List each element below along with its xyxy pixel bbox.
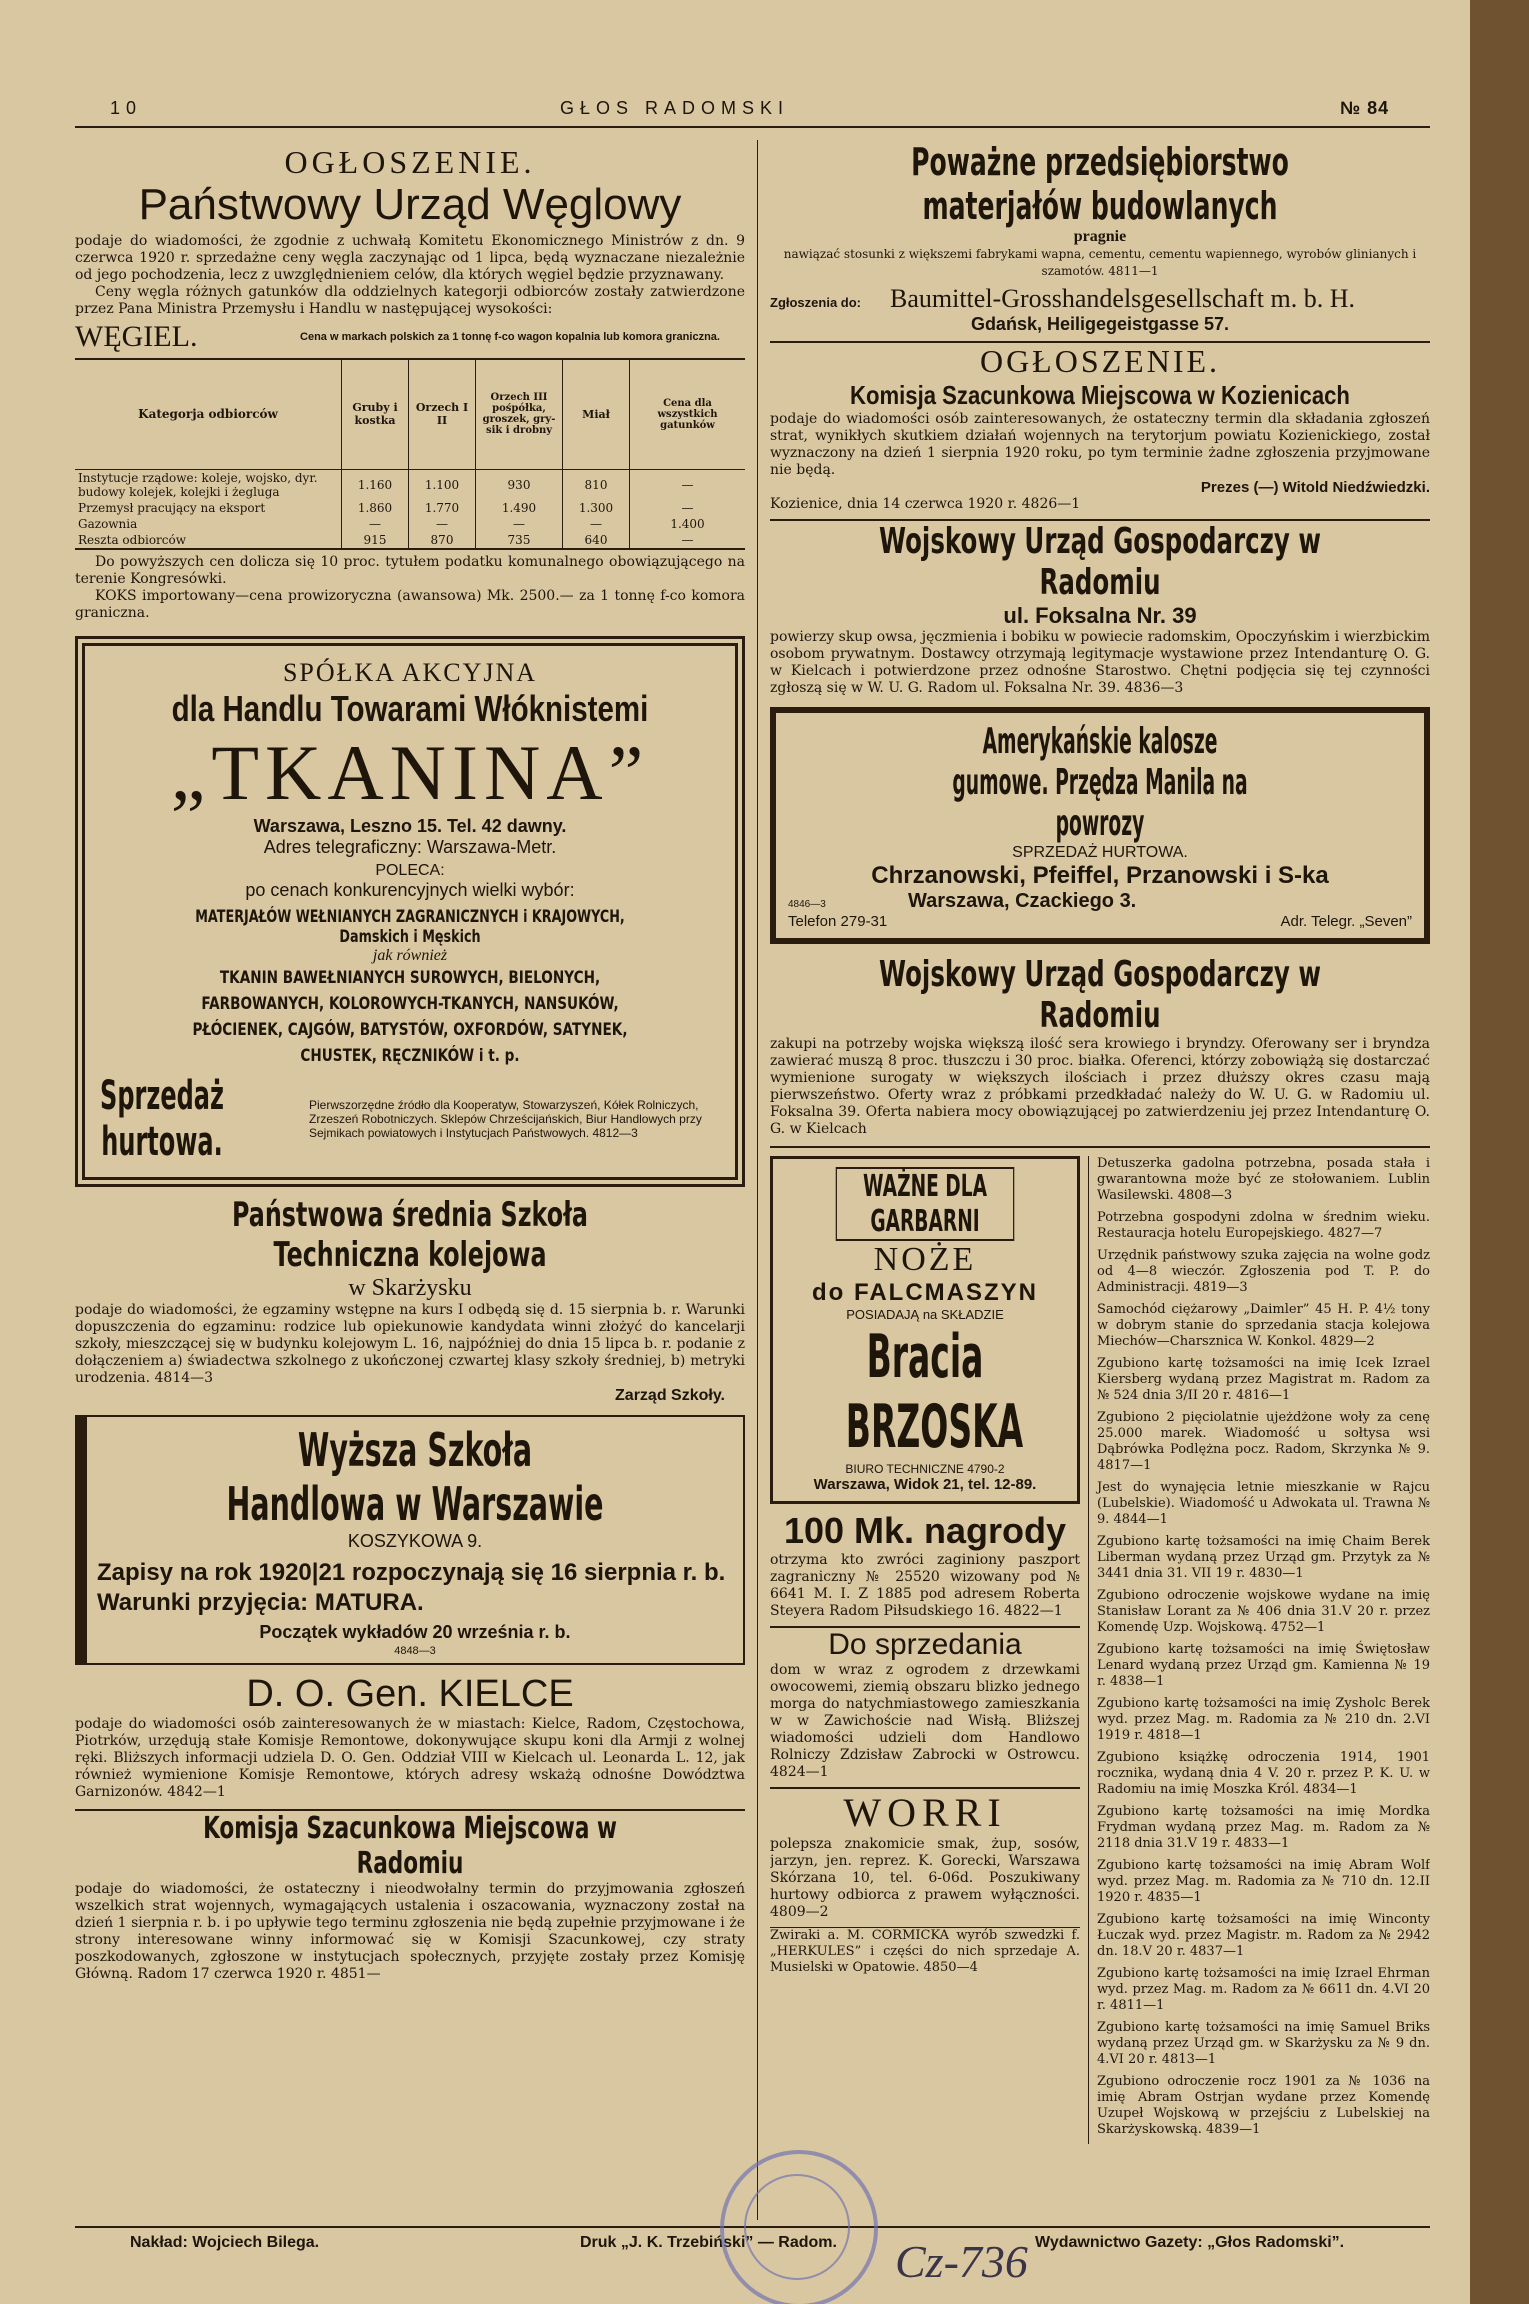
dogen-title: D. O. Gen. KIELCE bbox=[246, 1672, 574, 1715]
table-cell: Gazownia bbox=[75, 516, 342, 532]
tkanina-line-3: po cenach konkurencyjnych wielki wybór: bbox=[245, 879, 575, 900]
table-cell: 1.400 bbox=[670, 516, 705, 531]
kozienice-date: Kozienice, dnia 14 czerwca 1920 r. 4826—1 bbox=[770, 496, 1081, 512]
office-name: Państwowy Urząd Węglowy bbox=[138, 180, 682, 229]
table-cell: 1.770 bbox=[409, 500, 476, 516]
header-rule bbox=[75, 126, 1430, 128]
small-ad: Zgubiono kartę tożsamości na imię Izrael Ehrman wyd. przez Mag. m. Radom za № 6611 dn. 4.VI 20 r. 4811—1 bbox=[1097, 1966, 1430, 2013]
col-header: Orzech III pośpółka, groszek, gry- sik i drobny bbox=[476, 359, 563, 469]
galoshes-phone: Telefon 279-31 bbox=[788, 913, 888, 930]
technical-school-text: podaje do wiadomości, że egzaminy wstępne na kurs I odbędą się d. 15 sierpnia b. r. Warunki dopuszczenia do egzaminu: rodzice lub opiekunowie kandydata winni złożyć do kancelarji szkoły, mieszczącej się w budynku kolejowym L. 16, najpóźniej do dnia 15 lipca b. r. podanie z dołączeniem a) świadectwa szkolnego z ukończonej czwartej klasy szkoły średniej, b) metryki urodzenia. 4814—3 bbox=[75, 1301, 745, 1386]
table-cell: Instytucje rządowe: koleje, wojsko, dyr. budowy kolejek, kolejki i żegluga bbox=[75, 469, 342, 500]
col-header: Cena dla wszystkich gatunków bbox=[657, 397, 718, 431]
building-materials-ad bbox=[770, 140, 1430, 335]
small-ad: Detuszerka gadolna potrzebna, posada stała i gwarantowna może być ze stołowaniem. Lublin Wasilewski. 4808—3 bbox=[1097, 1156, 1430, 1203]
for-sale-title: Do sprzedania bbox=[828, 1628, 1022, 1661]
small-ad: Zgubiono kartę tożsamości na imię Samuel Briks wydaną przez Urząd gm. w Skarżysku za № 9 dn. 4.VI 20 r. 4813—1 bbox=[1097, 2020, 1430, 2067]
small-ad: Zgubiono kartę tożsamości na imię Winconty Łuczak wyd. przez Magistr. m. Radom za № 2942 dn. 18.V 20 r. 4837—1 bbox=[1097, 1912, 1430, 1959]
footer-printer: Druk „J. K. Trzebiński” — Radom. bbox=[580, 2234, 837, 2251]
tkanina-wholesale: Sprzedaż hurtowa. bbox=[100, 1072, 224, 1165]
building-materials-zgl: Zgłoszenia do: bbox=[770, 295, 861, 310]
reward-text: otrzyma kto zwróci zaginiony paszport zagraniczny № 25520 wizowany pod № 6641 M. I. Z 1885 pod adresem Roberta Steyera Radom Piłsudskiego 16. 4822—1 bbox=[770, 1552, 1080, 1619]
tkanina-bottom bbox=[99, 1073, 721, 1165]
right-column bbox=[770, 140, 1430, 2244]
commercial-school-ad bbox=[75, 1415, 745, 1665]
tkanina-line-4: MATERJAŁÓW WEŁNIANYCH ZAGRANICZNYCH i KRAJOWYCH, Damskich i Męskich bbox=[195, 906, 625, 947]
handwritten-signature-mark: Cz-736 bbox=[895, 2236, 1028, 2287]
small-ad: Zgubiono kartę tożsamości na imię Icek Izrael Kiersberg wydaną przez Magistrat m. Radom za № 524 dnia 3/II 20 r. 4816—1 bbox=[1097, 1356, 1430, 1403]
tannery-line-3: do FALCMASZYN bbox=[812, 1279, 1038, 1306]
right-lower-section bbox=[770, 1146, 1430, 2144]
commercial-school-number: 4848—3 bbox=[394, 1644, 436, 1657]
small-ad: Zgubiono kartę tożsamości na imię Mordka Frydman wydaną przez Mag. m. Radom za № 2118 dnia 31.V 19 r. 4833—1 bbox=[1097, 1804, 1430, 1851]
commercial-school-title: Wyższa Szkoła Handlowa w Warszawie bbox=[226, 1422, 604, 1531]
page-edge bbox=[1470, 0, 1529, 2304]
col-header: Kategorja odbiorców bbox=[75, 359, 342, 469]
commercial-school-enrolment: Zapisy na rok 1920|21 rozpoczynają się 16 sierpnia r. b. Warunki przyjęcia: MATURA. bbox=[97, 1558, 726, 1616]
galoshes-title: Amerykańskie kalosze gumowe. Przędza Manila na powrozy bbox=[952, 721, 1248, 844]
notice-title: OGŁOSZENIE. bbox=[284, 144, 536, 180]
building-materials-firm: Baumittel-Grosshandelsgesellschaft m. b. H. bbox=[890, 284, 1356, 313]
table-cell: 1.160 bbox=[342, 469, 409, 500]
small-ad: Zgubiono kartę tożsamości na imię Chaim Berek Liberman wydaną przez Urząd gm. Przytyk za № 3441 dnia 31. VII 19 r. 4830—1 bbox=[1097, 1534, 1430, 1581]
coal-paragraph-2: Ceny węgla różnych gatunków dla oddzielnych kategorji odbiorców zostały zatwierdzone przez Pana Ministra Przemysłu i Handlu w następującej wysokości: bbox=[75, 284, 745, 317]
right-lower-left bbox=[770, 1156, 1088, 2144]
table-cell: — bbox=[681, 500, 694, 515]
building-materials-address: Gdańsk, Heiligegeistgasse 57. bbox=[970, 314, 1230, 334]
table-header-row bbox=[75, 359, 745, 469]
table-cell: 735 bbox=[476, 532, 563, 549]
military-office-ad-2 bbox=[770, 954, 1430, 1138]
small-ad: Potrzebna gospodyni zdolna w średnim wieku. Restauracja hotelu Europejskiego. 4827—7 bbox=[1097, 1210, 1430, 1241]
coal-heading-row bbox=[75, 320, 745, 354]
military-office-title: Wojskowy Urząd Gospodarczy w Radomiu bbox=[878, 521, 1321, 603]
table-cell: 640 bbox=[563, 532, 630, 549]
military-office-text: powierzy skup owsa, jęczmienia i bobiku w powiecie radomskim, Opoczyńskim i wierzbickim osobom prywatnym. Dostawcy otrzymają legitymacje wystawione przez Intendanturę O. G. w Kielcach i potwierdzone przez odnośne Starostwo. Chętni podjęcia się tej czynności zgłoszą się w W. U. G. Radom ul. Foksalna Nr. 39. 4836—3 bbox=[770, 629, 1430, 696]
military-office-ad-1 bbox=[770, 519, 1430, 697]
tannery-line-4: POSIADAJĄ na SKŁADZIE bbox=[846, 1307, 1004, 1322]
tkanina-poleca: POLECA: bbox=[375, 861, 445, 879]
table-row bbox=[75, 500, 745, 516]
table-cell: 1.490 bbox=[476, 500, 563, 516]
small-ad: Samochód ciężarowy „Daimler” 45 H. P. 4½ tony w dobrym stanie do sprzedania stacja kolejowa Miechów—Charsznica W. Konkol. 4829—2 bbox=[1097, 1302, 1430, 1349]
tkanina-line-5: jak również bbox=[372, 946, 448, 964]
table-cell: — bbox=[476, 516, 563, 532]
table-cell: 870 bbox=[409, 532, 476, 549]
footer-publisher: Nakład: Wojciech Bilega. bbox=[130, 2234, 320, 2251]
table-cell: 1.300 bbox=[563, 500, 630, 516]
small-ad: Jest do wynajęcia letnie mieszkanie w Rajcu (Lubelskie). Wiadomość u Adwokata ul. Trawna № 9. 4844—1 bbox=[1097, 1480, 1430, 1527]
tannery-line-1: WAŻNE DLA GARBARNI bbox=[836, 1167, 1015, 1241]
zwiraki-ad bbox=[770, 1927, 1080, 1976]
small-ad: Urzędnik państwowy szuka zajęcia na wolne godz od 4—8 wieczór. Zgłoszenia pod T. P. do Administracji. 4819—3 bbox=[1097, 1248, 1430, 1295]
for-sale-ad bbox=[770, 1626, 1080, 1781]
worri-ad bbox=[770, 1787, 1080, 1921]
tkanina-line-6: TKANIN BAWEŁNIANYCH SUROWYCH, BIELONYCH, FARBOWANYCH, KOLOROWYCH-TKANYCH, NANSUKÓW, PŁÓCIENEK, CAJGÓW, BATYSTÓW, OXFORDÓW, SATYNEK, CHUSTEK, RĘCZNIKÓW i t. p. bbox=[192, 967, 628, 1066]
table-cell: 1.100 bbox=[409, 469, 476, 500]
footer-imprint: Wydawnictwo Gazety: „Głos Radomski”. bbox=[1035, 2234, 1345, 2251]
table-cell: 810 bbox=[563, 469, 630, 500]
tkanina-line-1: SPÓŁKA AKCYJNA bbox=[282, 657, 538, 687]
tkanina-side-text: Pierwszorzędne źródło dla Kooperatyw, Stowarzyszeń, Kółek Rolniczych, Zrzeszeń Robotniczych. Sklepów Chrześcijańskich, Biur Handlowych przy Sejmikach powiatowych i Instytucjach Państwowych. 4812—3 bbox=[309, 1097, 702, 1140]
tannery-line-2: NOŻE bbox=[873, 1241, 977, 1278]
coal-heading: WĘGIEL. bbox=[75, 320, 198, 353]
table-row bbox=[75, 532, 745, 549]
table-cell: — bbox=[563, 516, 630, 532]
col-header: Miał bbox=[563, 359, 630, 469]
reward-ad bbox=[770, 1510, 1080, 1620]
tkanina-address: Warszawa, Leszno 15. Tel. 42 dawny. bbox=[253, 815, 567, 836]
table-cell: — bbox=[342, 516, 409, 532]
military-office-text: zakupi na potrzeby wojska większą ilość sera krowiego i bryndzy. Oferowany ser i bryndza zawierać muszą 8 proc. tłuszczu i 30 proc. białka. Oferenci, którzy zobowiążą się dostarczać wymienione surogaty w większych ilościach i przez dłuższy okres czasu mają pierwszeństwo. Oferty wraz z próbkami przedkładać należy do W. U. G. w Radomiu ul. Foksalna 39. Oferta nabiera mocy obowiązującej po zatwierdzeniu jej przez Intendanturę O. G. w Kielcach bbox=[770, 1036, 1430, 1137]
table-row bbox=[75, 469, 745, 500]
library-stamp-inner-ring bbox=[744, 2174, 850, 2280]
small-ad: Zgubiono 2 pięciolatnie ujeżdżone woły za cenę 25.000 marek. Wiadomość u sołtysa wsi Dąbrówka Podlężna pocz. Radom, Skrzynka № 9. 4817—1 bbox=[1097, 1410, 1430, 1473]
small-ad: Zgubiono odroczenie rocz 1901 za № 1036 na imię Abram Ostrjan wydane przez Komendę Uzupeł Wojskową w przejściu z Lubelskiej na Skarżyskowską. 4839—1 bbox=[1097, 2074, 1430, 2137]
galoshes-number: 4846—3 bbox=[788, 899, 826, 910]
small-ad: Zgubiono książkę odroczenia 1914, 1901 rocznika, wydaną dnia 4 V. 20 r. przez P. K. U. w Radomiu na imię Moszka Król. 4834—1 bbox=[1097, 1750, 1430, 1797]
table-cell: Przemysł pracujący na eksport bbox=[75, 500, 342, 516]
for-sale-text: dom w wraz z ogrodem z drzewkami owocowemi, ziemią obszaru blizko jednego morga do natychmiastowego zamieszkania w w Zawichoście nad Wisłą. Bliższej wiadomości udzieli dom Handlowo Rolniczy Zdzisław Zabrocki w Ostrowcu. 4824—1 bbox=[770, 1662, 1080, 1780]
radom-commission-title: Komisja Szacunkowa Miejscowa w Radomiu bbox=[203, 1810, 617, 1881]
galoshes-address-row bbox=[788, 890, 1412, 913]
coal-paragraph-1: podaje do wiadomości, że zgodnie z uchwałą Komitetu Ekonomicznego Ministrów z dn. 9 czerwca 1920 r. sprzedażne ceny węgla zaczynając od 1 lipca, będą wyznaczane niezależnie od jego pochodzenia, lecz z uwzględnieniem celów, dla których węgiel będzie przyznawany. bbox=[75, 233, 745, 283]
newspaper-title: GŁOS RADOMSKI bbox=[560, 98, 790, 118]
small-ads-column bbox=[1088, 1156, 1430, 2144]
left-column bbox=[75, 140, 745, 2244]
commercial-school-start: Początek wykładów 20 września r. b. bbox=[259, 1621, 571, 1642]
small-ad: Zgubiono odroczenie wojskowe wydane na imię Stanisław Lorant za № 406 dnia 31.V 20 r. przez Komendę Uzp. Wojskową. 4752—1 bbox=[1097, 1588, 1430, 1635]
issue-number: № 84 bbox=[1340, 98, 1390, 118]
tannery-ad bbox=[770, 1156, 1080, 1504]
coal-paragraph-3: Do powyższych cen dolicza się 10 proc. tytułem podatku komunalnego obowiązującego na terenie Kongresówki. bbox=[75, 553, 745, 587]
building-materials-pragnie: pragnie bbox=[1073, 228, 1127, 245]
dogen-text: podaje do wiadomości osób zainteresowanych że w miastach: Kielce, Radom, Częstochowa, Piotrków, urzędują stałe Komisje Remontowe, dokonywujące skupu koni dla Armji z wolnej ręki. Bliższych informacji udziela D. O. Gen. Oddział VIII w Kielcach ul. Leonarda L. 12, jak również wymienione Komisje Remontowe, których adresy wskażą odnośne Dowództwa Garnizonów. 4842—1 bbox=[75, 1715, 745, 1800]
technical-school-ad bbox=[75, 1195, 745, 1405]
small-ad: Zgubiono kartę tożsamości na imię Świętosław Lenard wydaną przez Urząd gm. Kamienna № 19 r. 4838—1 bbox=[1097, 1642, 1430, 1689]
table-cell: Reszta odbiorców bbox=[75, 532, 342, 549]
worri-title: WORRI bbox=[843, 1790, 1007, 1835]
building-materials-contact bbox=[770, 284, 1430, 314]
table-cell: 930 bbox=[476, 469, 563, 500]
galoshes-ad bbox=[770, 707, 1430, 944]
table-cell: 1.860 bbox=[342, 500, 409, 516]
reward-title: 100 Mk. nagrody bbox=[783, 1510, 1067, 1551]
col-header: Gruby i kostka bbox=[342, 359, 409, 469]
small-ad: Zgubiono kartę tożsamości na imię Abram Wolf wyd. przez Mag. m. Radomia za № 710 dn. 12.II 1920 r. 4835—1 bbox=[1097, 1858, 1430, 1905]
radom-commission-text: podaje do wiadomości, że ostateczny i nieodwołalny termin do przyjmowania zgłoszeń wszelkich strat wojennych, wymagających ustalenia i oszacowania, wyznaczony został na dzień 1 sierpnia r. b. i po upływie tego terminu zgłoszenia nie będą zupełnie przyjmowane i że strony interesowane winny informować się w Komisji Szacunkowej, czy straty poszkodowanych, zgłoszone w instytucjach społecznych, przyjęte zostały przez Komisję Główną. Radom 17 czerwca 1920 r. 4851— bbox=[75, 1880, 745, 1982]
military-office-address: ul. Foksalna Nr. 39 bbox=[1003, 603, 1197, 628]
coal-price-table bbox=[75, 358, 745, 550]
commercial-school-address: KOSZYKOWA 9. bbox=[347, 1530, 483, 1551]
tkanina-ad bbox=[75, 636, 745, 1187]
coal-notice bbox=[75, 144, 745, 622]
military-office-title: Wojskowy Urząd Gospodarczy w Radomiu bbox=[878, 954, 1321, 1036]
zwiraki-text: Zwiraki a. M. CORMICKA wyrób szwedzki f. „HERKULES” i części do nich sprzedaje A. Musielski w Opatowie. 4850—4 bbox=[770, 1928, 1080, 1975]
library-stamp bbox=[720, 2150, 878, 2304]
galoshes-telegraph: Adr. Telegr. „Seven” bbox=[1280, 913, 1412, 930]
kozienice-text: podaje do wiadomości osób zainteresowanych, że ostateczny termin dla składania zgłoszeń strat, wynikłych skutkiem działań wojennych na terytorjum powiatu Kozienickiego, został wyznaczony na dzień 1 sierpnia 1920 roku, po tym terminie żadne zgłoszenia przyjmowane nie będą. bbox=[770, 411, 1430, 478]
kozienice-subtitle: Komisja Szacunkowa Miejscowa w Kozienicach bbox=[850, 380, 1350, 410]
tannery-firm: Bracia BRZOSKA bbox=[845, 1322, 1024, 1462]
dogen-ad bbox=[75, 1673, 745, 1801]
table-cell: — bbox=[681, 477, 694, 492]
kozienice-title: OGŁOSZENIE. bbox=[979, 343, 1221, 379]
galoshes-contact-row bbox=[788, 913, 1412, 930]
technical-school-location: w Skarżysku bbox=[348, 1274, 472, 1301]
building-materials-title: Poważne przedsiębiorstwo materjałów budowlanych bbox=[911, 140, 1289, 228]
tkanina-name: „TKANINA” bbox=[170, 728, 650, 816]
table-cell: — bbox=[409, 516, 476, 532]
tannery-address: Warszawa, Widok 21, tel. 12-89. bbox=[813, 1476, 1037, 1493]
radom-commission-ad bbox=[75, 1809, 745, 1983]
galoshes-address: Warszawa, Czackiego 3. bbox=[908, 890, 1137, 912]
column-divider bbox=[757, 140, 758, 2220]
tannery-line-6: BIURO TECHNICZNE 4790-2 bbox=[845, 1462, 1005, 1476]
table-cell: 915 bbox=[342, 532, 409, 549]
technical-school-sign: Zarząd Szkoły. bbox=[615, 1386, 725, 1404]
table-cell: — bbox=[681, 532, 694, 547]
galoshes-firm: Chrzanowski, Pfeiffel, Przanowski i S-ka bbox=[871, 862, 1329, 889]
tkanina-line-2: dla Handlu Towarami Włóknistemi bbox=[171, 687, 649, 729]
small-ad: Zgubiono kartę tożsamości na imię Zysholc Berek wyd. przez Mag. m. Radomia za № 210 dn. 2.VI 1919 r. 4818—1 bbox=[1097, 1696, 1430, 1743]
price-note: Cena w markach polskich za 1 tonnę f-co wagon kopalnia lub komora graniczna. bbox=[300, 331, 720, 343]
coal-paragraph-4: KOKS importowany—cena prowizoryczna (awansowa) Mk. 2500.— za 1 tonnę f-co komora graniczna. bbox=[75, 587, 745, 621]
kozienice-notice bbox=[770, 341, 1430, 513]
worri-text: polepsza znakomicie smak, żup, sosów, jarzyn, jen. reprez. K. Gorecki, Warszawa Skórzana 10, tel. 6-06d. Poszukiwany hurtowy odbiorca z prawem wyłączności. 4809—2 bbox=[770, 1836, 1080, 1920]
galoshes-sub: SPRZEDAŻ HURTOWA. bbox=[1012, 844, 1188, 861]
page-number: 10 bbox=[110, 98, 143, 118]
building-materials-text: nawiązać stosunki z większemi fabrykami wapna, cementu, cementu wapiennego, wyrobów glinianych i szamotów. 4811—1 bbox=[783, 247, 1417, 278]
kozienice-sign: Prezes (—) Witold Niedźwiedzki. bbox=[1200, 479, 1430, 496]
col-header: Orzech I II bbox=[409, 359, 476, 469]
tkanina-telegraph: Adres telegraficzny: Warszawa-Metr. bbox=[263, 836, 557, 857]
technical-school-title: Państwowa średnia Szkoła Techniczna kolejowa bbox=[232, 1194, 588, 1275]
table-row bbox=[75, 516, 745, 532]
